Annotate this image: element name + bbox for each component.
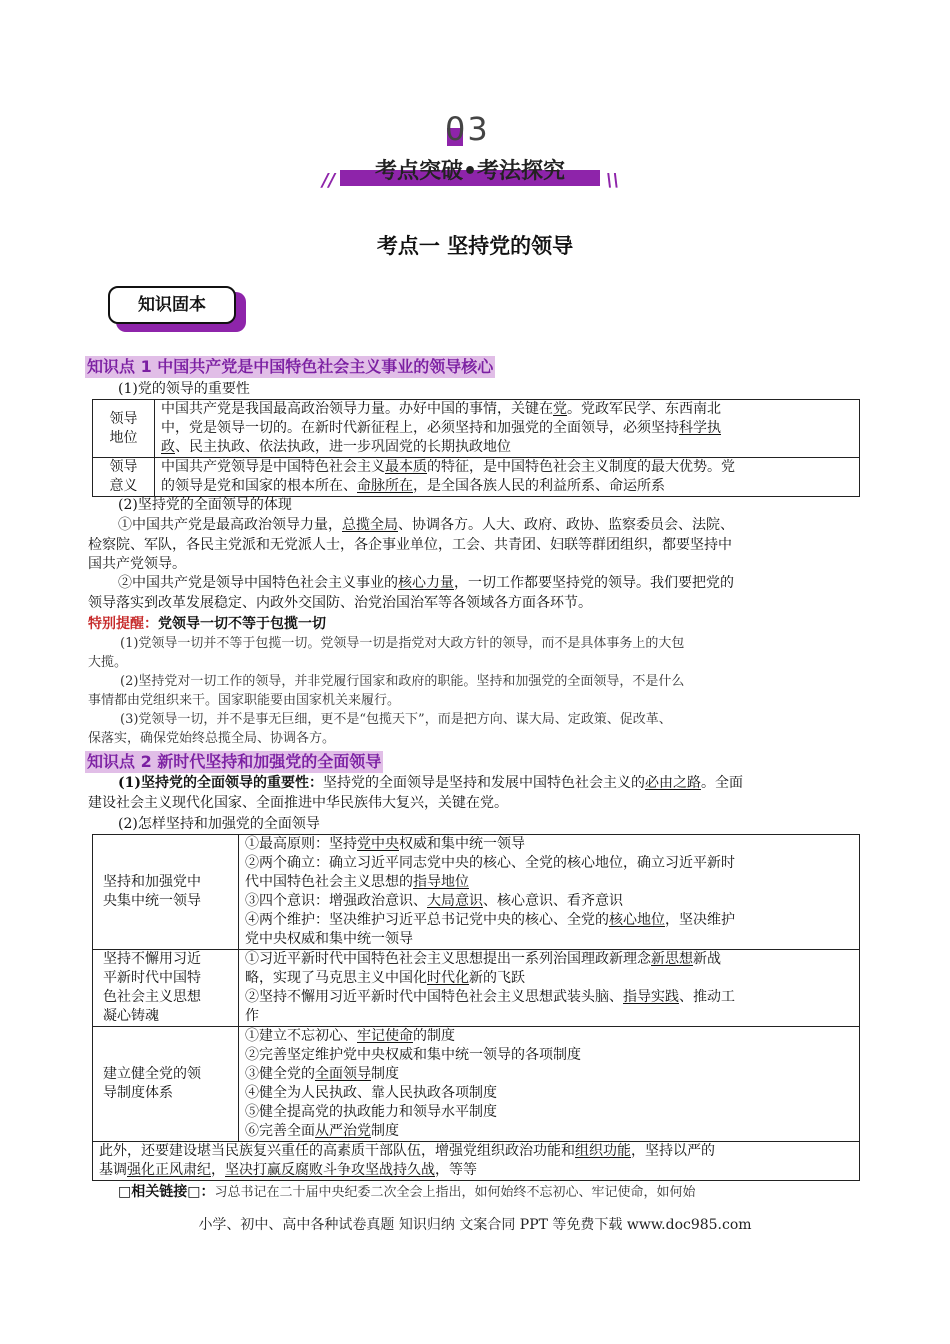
banner-title: 考点突破•考法探究 xyxy=(374,159,566,184)
text-line xyxy=(245,1065,853,1084)
row-label: 领导 意义 xyxy=(93,458,155,497)
text-segment: 建设社会主义现代化国家、全面推进中华民族伟大复兴，关键在党。 xyxy=(88,794,508,811)
underlined-term: 科学执 xyxy=(679,420,721,436)
tip-heading xyxy=(88,615,326,634)
text-segment: (1)坚持党的全面领导的重要性： xyxy=(118,775,323,791)
underlined-term: 指导地位 xyxy=(413,874,469,890)
text-segment: 制度 xyxy=(371,1066,399,1082)
text-segment: 新战 xyxy=(693,951,721,967)
text-line xyxy=(88,794,868,814)
related-link-label: □相关链接□： xyxy=(118,1184,215,1200)
underlined-term: 必由之路 xyxy=(645,775,701,791)
text-segment: ①建立不忘初心、 xyxy=(245,1028,357,1044)
text-line xyxy=(245,969,853,988)
text-segment: ③健全党的 xyxy=(245,1066,315,1082)
text-segment: 、协调各方。人大、政府、政协、监察委员会、法院、 xyxy=(398,517,734,533)
underlined-term: 党 xyxy=(553,401,567,417)
underlined-term: 从严治党 xyxy=(315,1123,371,1139)
text-segment: 基调 xyxy=(99,1162,127,1178)
related-link xyxy=(118,1183,695,1202)
related-link-text: 习总书记在二十届中央纪委二次全会上指出，如何始终不忘初心、牢记使命，如何始 xyxy=(214,1185,696,1200)
text-segment: ，是全国各族人民的利益所系、命运所系 xyxy=(413,478,665,494)
text-line xyxy=(245,930,853,949)
text-segment: ⑤健全提高党的执政能力和领导水平制度 xyxy=(245,1104,497,1120)
text-line xyxy=(245,873,853,892)
text-segment: 、推动工 xyxy=(679,989,735,1005)
text-line xyxy=(88,574,868,594)
text-segment: 国共产党领导。 xyxy=(88,556,186,572)
table-row xyxy=(93,1142,860,1181)
text-segment: 此外，还要建设堪当民族复兴重任的高素质干部队伍，增强党组织政治功能和 xyxy=(99,1143,575,1159)
text-segment: ，等等 xyxy=(435,1162,477,1178)
text-segment: ①最高原则：坚持 xyxy=(245,836,357,852)
row-content xyxy=(155,400,860,458)
row-label: 领导 地位 xyxy=(93,400,155,458)
kp1-para1 xyxy=(88,516,868,575)
text-segment: 。全面 xyxy=(701,775,743,791)
text-line xyxy=(245,1046,853,1065)
kp2-title: 知识点 2 新时代坚持和加强党的全面领导 xyxy=(87,752,382,771)
table-footer-cell xyxy=(93,1142,860,1181)
kp2-table xyxy=(92,834,860,1181)
text-line xyxy=(161,458,853,477)
text-line xyxy=(245,892,853,911)
text-line xyxy=(245,1084,853,1103)
text-line xyxy=(245,854,853,873)
underlined-term: 坚决打赢反腐败斗争攻坚战持久战 xyxy=(225,1162,435,1178)
text-line xyxy=(88,536,868,556)
tip-label: 特别提醒： xyxy=(88,616,158,632)
row-label: 坚持和加强党中 央集中统一领导 xyxy=(93,835,239,950)
kp1-title: 知识点 1 中国共产党是中国特色社会主义事业的领导核心 xyxy=(87,357,494,376)
knowledge-badge: 知识固本 xyxy=(108,286,236,324)
tip-title: 党领导一切不等于包揽一切 xyxy=(158,616,326,632)
tip-line: (2)坚持党对一切工作的领导，并非党履行国家和政府的职能。坚持和加强党的全面领导，不是什么 xyxy=(120,674,685,689)
text-line xyxy=(245,988,853,1007)
text-line xyxy=(88,594,868,614)
tip-line: 事情都由党组织来干。国家职能要由国家机关来履行。 xyxy=(88,693,401,708)
kp1-para2 xyxy=(88,574,868,613)
text-line xyxy=(245,835,853,854)
underlined-term: 最本质 xyxy=(385,459,427,475)
underlined-term: 组织功能 xyxy=(575,1143,631,1159)
underlined-term: 大局意识 xyxy=(427,893,483,909)
row-content xyxy=(239,835,860,950)
underlined-term: 指导实践 xyxy=(623,989,679,1005)
kp1-sub1: (1)党的领导的重要性 xyxy=(118,381,250,397)
kp2-sub2: (2)怎样坚持和加强党的全面领导 xyxy=(118,816,320,832)
text-segment: 中国共产党是我国最高政治领导力量。办好中国的事情，关键在 xyxy=(161,401,553,417)
text-line xyxy=(245,1122,853,1141)
text-segment: ，坚持以严的 xyxy=(631,1143,715,1159)
text-segment: 代中国特色社会主义思想的 xyxy=(245,874,413,890)
text-segment: 党中央权威和集中统一领导 xyxy=(245,931,413,947)
text-segment: 领导落实到改革发展稳定、内政外交国防、治党治国治军等各领域各方面各环节。 xyxy=(88,594,592,611)
kp1-sub2: (2)坚持党的全面领导的体现 xyxy=(118,497,292,513)
text-segment: ②中国共产党是领导中国特色社会主义事业的 xyxy=(118,575,398,591)
text-line xyxy=(161,438,853,457)
underlined-term: 强化正风肃纪 xyxy=(127,1162,211,1178)
section-title: 考点一 坚持党的领导 xyxy=(376,234,574,258)
underlined-term: 时代化 xyxy=(427,970,469,986)
table-row xyxy=(93,458,860,497)
tip-line: (1)党领导一切并不等于包揽一切。党领导一切是指党对大政方针的领导，而不是具体事务上的大包 xyxy=(120,636,685,651)
text-segment: ④健全为人民执政、靠人民执政各项制度 xyxy=(245,1085,497,1101)
tip-line: 大揽。 xyxy=(88,655,128,670)
underlined-term: 党中央 xyxy=(357,836,399,852)
row-label: 建立健全党的领 导制度体系 xyxy=(93,1027,239,1142)
row-content xyxy=(155,458,860,497)
text-segment: 。党政军民学、东西南北 xyxy=(567,401,721,417)
underlined-term: 核心地位 xyxy=(609,912,665,928)
tip-line: (3)党领导一切，并不是事无巨细，更不是“包揽天下”，而是把方向、谋大局、定政策、促改革、 xyxy=(120,712,672,727)
banner-slash-right: \\ xyxy=(606,170,620,191)
underlined-term: 核心力量 xyxy=(398,575,454,591)
text-segment: ， xyxy=(211,1162,225,1178)
text-segment: ①中国共产党是最高政治领导力量， xyxy=(118,517,342,533)
text-segment: 新的飞跃 xyxy=(469,970,525,986)
row-label: 坚持不懈用习近 平新时代中国特 色社会主义思想 凝心铸魂 xyxy=(93,950,239,1027)
text-segment: 的制度 xyxy=(413,1028,455,1044)
text-line xyxy=(88,555,868,575)
text-line xyxy=(245,1103,853,1122)
text-line xyxy=(245,1027,853,1046)
underlined-term: 命脉所在 xyxy=(357,478,413,494)
text-segment: ③四个意识：增强政治意识、 xyxy=(245,893,427,909)
text-segment: ，坚决维护 xyxy=(665,912,735,928)
text-segment: 权威和集中统一领导 xyxy=(399,836,525,852)
row-content xyxy=(239,950,860,1027)
table-row xyxy=(93,835,860,950)
text-line xyxy=(245,911,853,930)
kp1-table xyxy=(92,399,860,497)
text-segment: ②坚持不懈用习近平新时代中国特色社会主义思想武装头脑、 xyxy=(245,989,623,1005)
text-segment: ①习近平新时代中国特色社会主义思想提出一系列治国理政新理念 xyxy=(245,951,651,967)
text-segment: 中，党是领导一切的。在新时代新征程上，必须坚持和加强党的全面领导，必须坚持 xyxy=(161,420,679,436)
tip-line: 保落实，确保党始终总揽全局、协调各方。 xyxy=(88,731,336,746)
text-segment: 、核心意识、看齐意识 xyxy=(483,893,623,909)
text-segment: 的特征，是中国特色社会主义制度的最大优势。党 xyxy=(427,459,735,475)
text-segment: 坚持党的全面领导是坚持和发展中国特色社会主义的 xyxy=(323,775,645,791)
underlined-term: 全面领导 xyxy=(315,1066,371,1082)
underlined-term: 总揽全局 xyxy=(342,517,398,533)
text-line xyxy=(88,774,868,794)
text-segment: ⑥完善全面 xyxy=(245,1123,315,1139)
table-row xyxy=(93,950,860,1027)
text-segment: 制度 xyxy=(371,1123,399,1139)
text-segment: 中国共产党领导是中国特色社会主义 xyxy=(161,459,385,475)
table-row xyxy=(93,1027,860,1142)
text-segment: 略，实现了马克思主义中国化 xyxy=(245,970,427,986)
text-line xyxy=(161,477,853,496)
underlined-term: 新思想 xyxy=(651,951,693,967)
tip-body xyxy=(88,634,868,748)
text-segment: ②两个确立：确立习近平同志党中央的核心、全党的核心地位，确立习近平新时 xyxy=(245,855,735,871)
underlined-term: 政 xyxy=(161,439,175,455)
text-line xyxy=(88,516,868,536)
text-segment: 检察院、军队，各民主党派和无党派人士，各企事业单位，工会、共青团、妇联等群团组织，都要坚持中 xyxy=(88,536,732,553)
underlined-term: 牢记使命 xyxy=(357,1028,413,1044)
table-row xyxy=(93,400,860,458)
text-segment: 的领导是党和国家的根本所在、 xyxy=(161,478,357,494)
text-line xyxy=(245,1007,853,1026)
text-line xyxy=(99,1161,853,1180)
text-line xyxy=(245,950,853,969)
chapter-number: 03 xyxy=(445,110,490,148)
row-content xyxy=(239,1027,860,1142)
text-segment: 作 xyxy=(245,1008,259,1024)
text-segment: 、民主执政、依法执政，进一步巩固党的长期执政地位 xyxy=(175,439,511,455)
kp2-para1 xyxy=(88,774,868,813)
banner-slash-left: // xyxy=(322,170,336,191)
text-line xyxy=(161,400,853,419)
text-segment: ，一切工作都要坚持党的领导。我们要把党的 xyxy=(454,575,734,591)
text-segment: ②完善坚定维护党中央权威和集中统一领导的各项制度 xyxy=(245,1047,581,1063)
text-segment: ④两个维护：坚决维护习近平总书记党中央的核心、全党的 xyxy=(245,912,609,928)
text-line xyxy=(161,419,853,438)
text-line xyxy=(99,1142,853,1161)
page-footer: 小学、初中、高中各种试卷真题 知识归纳 文案合同 PPT 等免费下载 www.doc985.com xyxy=(198,1217,752,1233)
